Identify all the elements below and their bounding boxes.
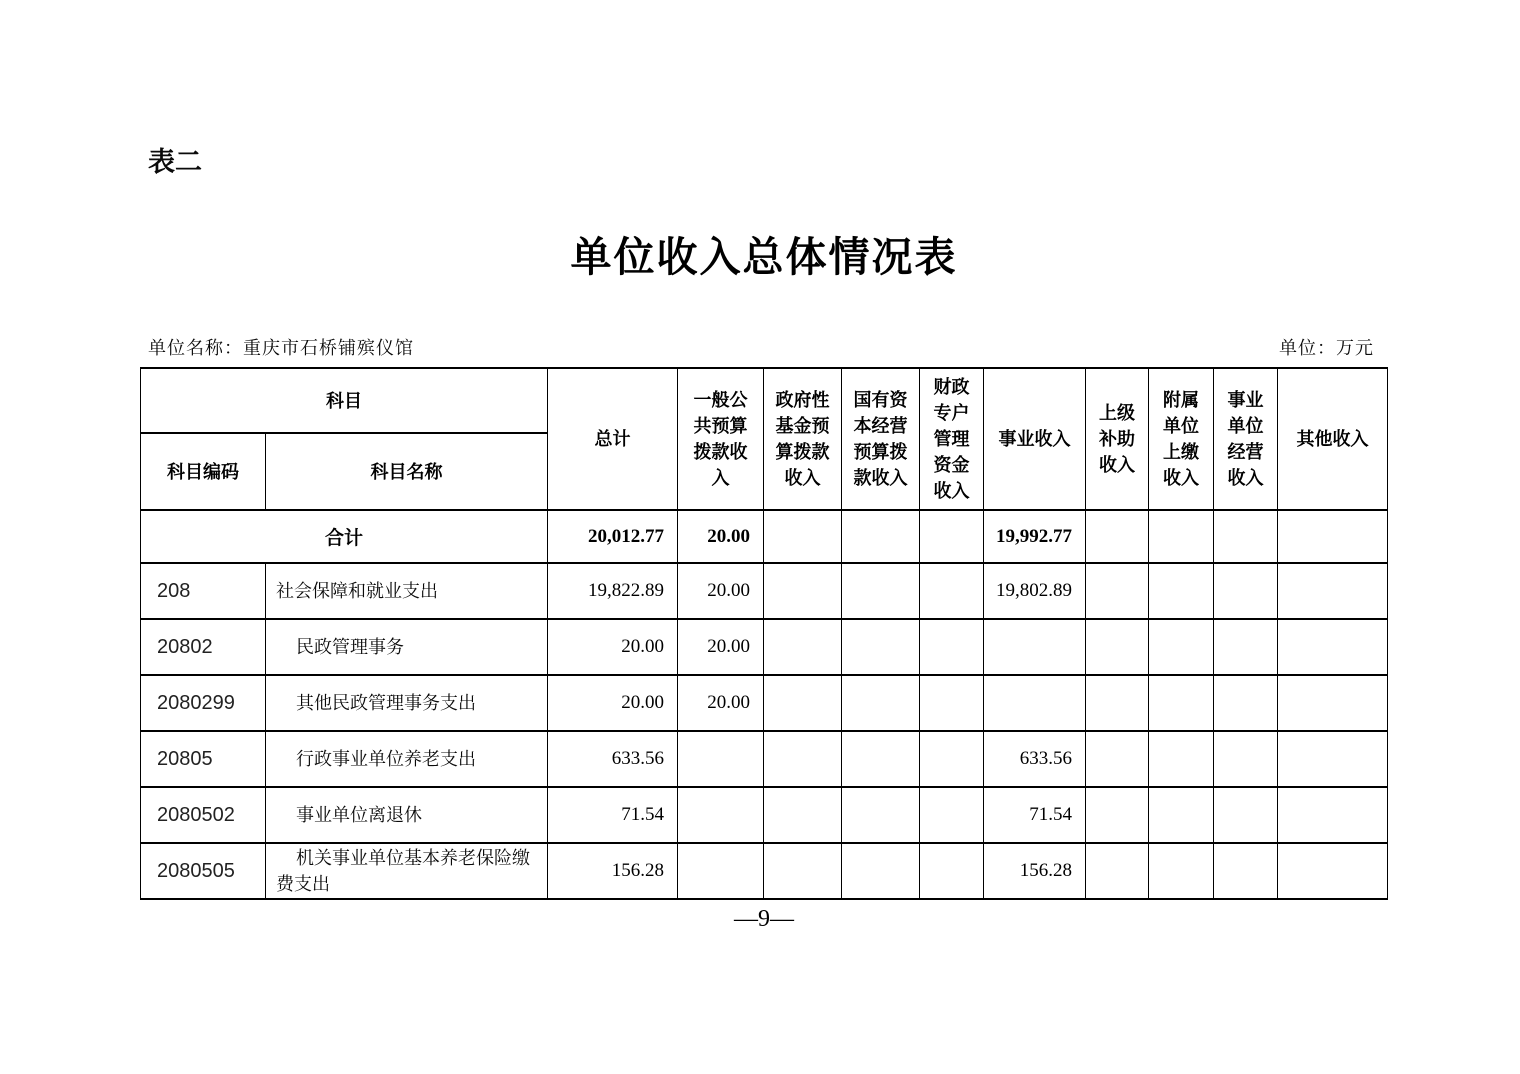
amount-cell — [1086, 787, 1149, 843]
amount-cell — [1086, 619, 1149, 675]
amount-cell — [764, 563, 842, 619]
subject-code-cell: 20805 — [141, 731, 266, 787]
amount-cell — [1278, 843, 1388, 899]
amount-cell — [842, 619, 920, 675]
subject-name-cell: 社会保障和就业支出 — [266, 563, 548, 619]
amount-cell — [1149, 731, 1214, 787]
unit-of-measure-text: 单位：万元 — [1279, 338, 1374, 358]
amount-cell — [1214, 731, 1278, 787]
amount-cell: 71.54 — [548, 787, 678, 843]
amount-cell: 19,822.89 — [548, 563, 678, 619]
amount-cell — [1278, 731, 1388, 787]
page-number: —9— — [734, 906, 794, 932]
amount-cell — [1278, 675, 1388, 731]
subject-code-cell: 208 — [141, 563, 266, 619]
table-row — [141, 619, 1388, 675]
amount-cell — [764, 787, 842, 843]
amount-cell: 20,012.77 — [548, 510, 678, 563]
subject-code-cell: 2080502 — [141, 787, 266, 843]
amount-cell — [1086, 731, 1149, 787]
amount-cell: 20.00 — [678, 675, 764, 731]
amount-cell — [1278, 787, 1388, 843]
subject-code-cell: 20802 — [141, 619, 266, 675]
amount-cell — [1149, 563, 1214, 619]
amount-cell — [678, 843, 764, 899]
amount-cell — [1278, 510, 1388, 563]
amount-cell — [842, 731, 920, 787]
subject-name-cell: 事业单位离退休 — [266, 787, 548, 843]
amount-cell — [920, 843, 984, 899]
header-col-superior-subsidy: 上级补助收入 — [1086, 368, 1149, 510]
amount-cell: 20.00 — [548, 675, 678, 731]
amount-cell — [764, 510, 842, 563]
amount-cell — [1214, 619, 1278, 675]
amount-cell — [1149, 510, 1214, 563]
header-col-other-income: 其他收入 — [1278, 368, 1388, 510]
amount-cell — [984, 675, 1086, 731]
amount-cell: 633.56 — [984, 731, 1086, 787]
amount-cell — [842, 675, 920, 731]
amount-cell — [1086, 510, 1149, 563]
subject-name-cell: 机关事业单位基本养老保险缴费支出 — [266, 843, 548, 899]
subject-code-cell: 2080299 — [141, 675, 266, 731]
table-label: 表二 — [148, 147, 202, 177]
amount-cell — [1214, 675, 1278, 731]
header-col-total: 总计 — [548, 368, 678, 510]
subject-name-cell: 民政管理事务 — [266, 619, 548, 675]
amount-cell — [842, 563, 920, 619]
amount-cell — [764, 731, 842, 787]
total-label: 合计 — [141, 510, 548, 563]
unit-name-text: 单位名称：重庆市石桥铺殡仪馆 — [148, 338, 414, 358]
amount-cell — [764, 843, 842, 899]
total-row — [141, 510, 1388, 563]
amount-cell — [1214, 510, 1278, 563]
amount-cell — [920, 675, 984, 731]
amount-cell — [1214, 563, 1278, 619]
amount-cell — [920, 787, 984, 843]
amount-cell — [1149, 675, 1214, 731]
header-row-1 — [141, 368, 1388, 433]
header-col-subordinate-remittance: 附属单位上缴收入 — [1149, 368, 1214, 510]
amount-cell — [920, 731, 984, 787]
amount-cell — [1214, 787, 1278, 843]
amount-cell — [1278, 563, 1388, 619]
amount-cell — [1086, 675, 1149, 731]
amount-cell — [920, 563, 984, 619]
subject-name-cell: 其他民政管理事务支出 — [266, 675, 548, 731]
header-col-operating-income: 事业单位经营收入 — [1214, 368, 1278, 510]
amount-cell: 19,992.77 — [984, 510, 1086, 563]
amount-cell — [1214, 843, 1278, 899]
amount-cell — [1086, 563, 1149, 619]
amount-cell — [842, 843, 920, 899]
header-subject-group: 科目 — [141, 368, 548, 433]
amount-cell — [920, 510, 984, 563]
table-row — [141, 843, 1388, 899]
header-subject-code: 科目编码 — [141, 433, 266, 510]
amount-cell: 156.28 — [984, 843, 1086, 899]
amount-cell: 20.00 — [678, 619, 764, 675]
amount-cell — [842, 787, 920, 843]
amount-cell: 20.00 — [678, 563, 764, 619]
amount-cell — [1278, 619, 1388, 675]
amount-cell — [764, 619, 842, 675]
header-col-general-public-budget: 一般公共预算拨款收入 — [678, 368, 764, 510]
table-row — [141, 675, 1388, 731]
amount-cell — [764, 675, 842, 731]
amount-cell — [1149, 787, 1214, 843]
header-col-govt-fund-budget: 政府性基金预算拨款收入 — [764, 368, 842, 510]
header-col-business-income: 事业收入 — [984, 368, 1086, 510]
meta-row — [140, 334, 1388, 360]
amount-cell — [984, 619, 1086, 675]
amount-cell — [842, 510, 920, 563]
amount-cell: 71.54 — [984, 787, 1086, 843]
income-table — [140, 367, 1388, 900]
amount-cell: 633.56 — [548, 731, 678, 787]
header-col-fiscal-account-funds: 财政专户管理资金收入 — [920, 368, 984, 510]
amount-cell — [920, 619, 984, 675]
table-row — [141, 731, 1388, 787]
header-col-state-capital-budget: 国有资本经营预算拨款收入 — [842, 368, 920, 510]
amount-cell — [1149, 843, 1214, 899]
amount-cell: 20.00 — [678, 510, 764, 563]
table-row — [141, 563, 1388, 619]
table-row — [141, 787, 1388, 843]
amount-cell — [1149, 619, 1214, 675]
page-title: 单位收入总体情况表 — [570, 234, 958, 280]
amount-cell: 20.00 — [548, 619, 678, 675]
amount-cell — [678, 731, 764, 787]
subject-name-cell: 行政事业单位养老支出 — [266, 731, 548, 787]
subject-code-cell: 2080505 — [141, 843, 266, 899]
header-subject-name: 科目名称 — [266, 433, 548, 510]
amount-cell: 19,802.89 — [984, 563, 1086, 619]
amount-cell — [1086, 843, 1149, 899]
amount-cell: 156.28 — [548, 843, 678, 899]
amount-cell — [678, 787, 764, 843]
